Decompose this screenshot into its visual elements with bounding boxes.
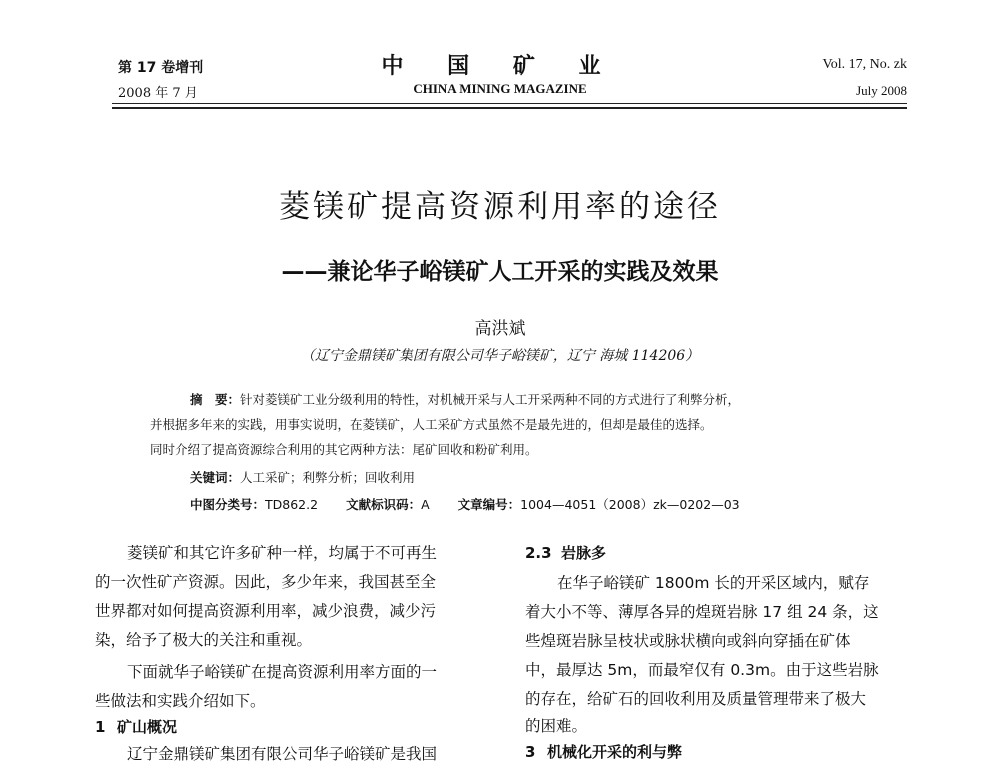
section-title: 矿山概况 bbox=[117, 718, 178, 736]
body-line: 在华子峪镁矿 1800m 长的开采区域内，赋存 bbox=[557, 574, 870, 592]
journal-name-en: CHINA MINING MAGAZINE bbox=[413, 81, 587, 96]
section-heading-2-3 bbox=[525, 542, 606, 563]
body-line: 着大小不等、薄厚各异的煌斑岩脉 17 组 24 条，这 bbox=[525, 603, 879, 621]
section-number: 2.3 bbox=[525, 544, 552, 562]
abstract-line-3: 同时介绍了提高资源综合利用的其它两种方法：尾矿回收和粉矿利用。 bbox=[150, 442, 538, 457]
header-date-cn: 2008 年 7 月 bbox=[118, 86, 198, 101]
header-date-en: July 2008 bbox=[856, 83, 907, 98]
classification-line bbox=[190, 495, 740, 513]
abstract-line-2: 并根据多年来的实践，用事实说明，在菱镁矿，人工采矿方式虽然不是最先进的，但却是最佳的选择。 bbox=[150, 417, 713, 432]
class-label: 中图分类号： bbox=[190, 497, 266, 512]
body-line: 辽宁金鼎镁矿集团有限公司华子峪镁矿是我国 bbox=[127, 745, 438, 763]
header-rule-thin bbox=[112, 103, 907, 104]
header-volume-en: Vol. 17, No. zk bbox=[822, 57, 907, 72]
header-rule-thick bbox=[112, 107, 907, 109]
author-name: 高洪斌 bbox=[474, 319, 526, 339]
body-line: 些煌斑岩脉呈枝状或脉状横向或斜向穿插在矿体 bbox=[525, 632, 851, 650]
article-subtitle: ——兼论华子峪镁矿人工开采的实践及效果 bbox=[281, 259, 719, 285]
header-volume-cn: 第 17 卷增刊 bbox=[118, 60, 204, 76]
section-title: 岩脉多 bbox=[561, 544, 607, 562]
section-heading-1 bbox=[95, 716, 177, 737]
section-heading-3 bbox=[525, 741, 682, 762]
author-affiliation: （辽宁金鼎镁矿集团有限公司华子峪镁矿，辽宁 海城 114206） bbox=[300, 348, 700, 364]
abstract-label: 摘 要： bbox=[190, 392, 241, 407]
body-line: 的存在，给矿石的回收利用及质量管理带来了极大 bbox=[525, 690, 867, 708]
doc-code-value: A bbox=[421, 497, 430, 512]
section-number: 3 bbox=[525, 743, 536, 761]
class-value: TD862.2 bbox=[265, 497, 319, 512]
section-title: 机械化开采的利与弊 bbox=[547, 743, 683, 761]
keywords bbox=[190, 468, 415, 486]
article-no-label: 文章编号： bbox=[457, 497, 521, 512]
body-line: 的一次性矿产资源。因此，多少年来，我国甚至全 bbox=[95, 573, 437, 591]
body-line: 的困难。 bbox=[525, 717, 588, 735]
body-line: 些做法和实践介绍如下。 bbox=[95, 692, 266, 710]
abstract-text-1: 针对菱镁矿工业分级利用的特性，对机械开采与人工开采两种不同的方式进行了利弊分析， bbox=[240, 392, 741, 407]
body-line: 下面就华子峪镁矿在提高资源利用率方面的一 bbox=[127, 663, 438, 681]
article-no-value: 1004—4051（2008）zk—0202—03 bbox=[520, 497, 740, 512]
body-line: 染，给予了极大的关注和重视。 bbox=[95, 631, 313, 649]
body-line: 中，最厚达 5m，而最窄仅有 0.3m。由于这些岩脉 bbox=[525, 661, 879, 679]
article-title: 菱镁矿提高资源利用率的途径 bbox=[279, 189, 721, 225]
journal-name-cn: 中 国 矿 业 bbox=[381, 54, 619, 79]
keywords-label: 关键词： bbox=[190, 470, 241, 485]
section-number: 1 bbox=[95, 718, 106, 736]
abstract-line-1 bbox=[190, 390, 740, 408]
body-line: 菱镁矿和其它许多矿种一样，均属于不可再生 bbox=[127, 544, 438, 562]
keywords-text: 人工采矿；利弊分析；回收利用 bbox=[240, 470, 416, 485]
body-line: 世界都对如何提高资源利用率，减少浪费，减少污 bbox=[95, 602, 437, 620]
doc-code-label: 文献标识码： bbox=[346, 497, 422, 512]
